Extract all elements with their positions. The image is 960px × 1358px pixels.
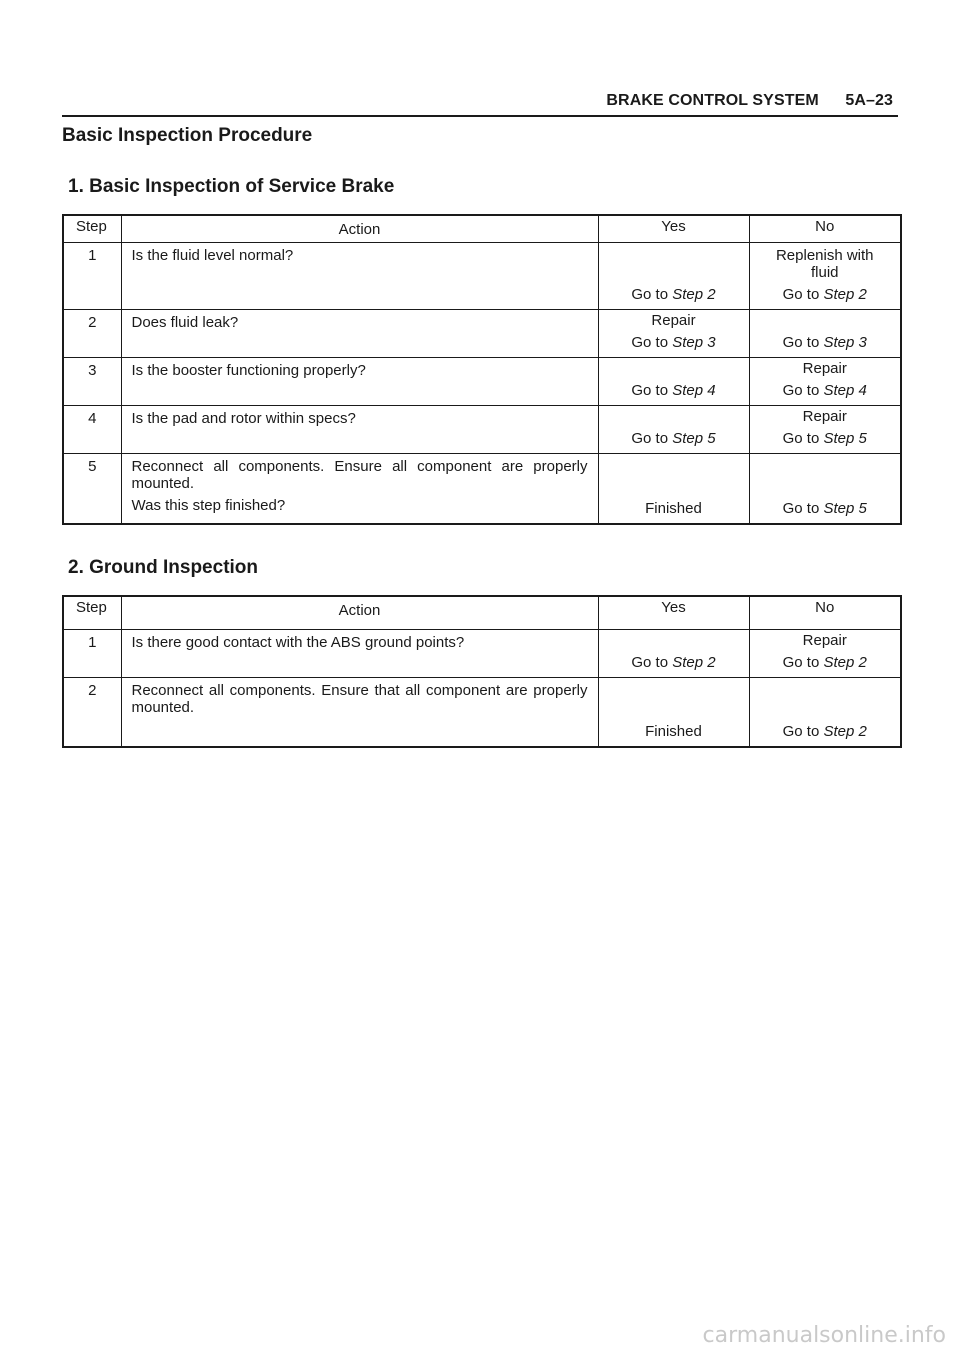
running-header: [606, 92, 893, 110]
section-title-ground-inspection: 2. Ground Inspection: [68, 557, 259, 578]
row-yes: Go to Step 5: [598, 406, 749, 454]
header-step: Step: [63, 596, 121, 629]
table-row: [63, 406, 901, 454]
row-step: 3: [63, 358, 121, 406]
row-no: Go to Step 5: [749, 454, 901, 524]
header-rule: [62, 115, 898, 117]
row-step: 5: [63, 454, 121, 524]
table-row: [63, 243, 901, 310]
row-yes: Finished: [598, 677, 749, 747]
row-no: Repair Go to Step 4: [749, 358, 901, 406]
table-row: [63, 310, 901, 358]
row-no: Go to Step 2: [749, 677, 901, 747]
table-row: [63, 454, 901, 524]
row-no: Repair Go to Step 5: [749, 406, 901, 454]
row-no: Repair Go to Step 2: [749, 629, 901, 677]
row-action: Is the booster functioning properly?: [121, 358, 598, 406]
header-action: Action: [121, 596, 598, 629]
header-yes: Yes: [598, 215, 749, 243]
row-no: Replenish with fluid Go to Step 2: [749, 243, 901, 310]
page-title: Basic Inspection Procedure: [62, 125, 313, 146]
row-action: Reconnect all components. Ensure all component are properly mounted. Was this step finished?: [121, 454, 598, 524]
row-yes: Repair Go to Step 3: [598, 310, 749, 358]
table-header-row: [63, 596, 901, 629]
row-action: Reconnect all components. Ensure that all component are properly mounted.: [121, 677, 598, 747]
row-yes: Go to Step 4: [598, 358, 749, 406]
header-step: Step: [63, 215, 121, 243]
ground-inspection-table: [62, 595, 902, 748]
header-page-number: 5A–23: [845, 92, 893, 109]
header-no: No: [749, 596, 901, 629]
row-action: Is there good contact with the ABS ground points?: [121, 629, 598, 677]
row-step: 1: [63, 243, 121, 310]
row-step: 1: [63, 629, 121, 677]
header-yes: Yes: [598, 596, 749, 629]
table-row: [63, 629, 901, 677]
header-section-title: BRAKE CONTROL SYSTEM: [606, 92, 819, 109]
section-title-service-brake: 1. Basic Inspection of Service Brake: [68, 176, 395, 197]
header-action: Action: [121, 215, 598, 243]
header-no: No: [749, 215, 901, 243]
table-row: [63, 358, 901, 406]
table-row: [63, 677, 901, 747]
row-step: 2: [63, 310, 121, 358]
row-yes: Finished: [598, 454, 749, 524]
row-no: Go to Step 3: [749, 310, 901, 358]
row-yes: Go to Step 2: [598, 629, 749, 677]
service-brake-table: [62, 214, 902, 525]
watermark: carmanualsonline.info: [702, 1323, 946, 1348]
row-action: Is the pad and rotor within specs?: [121, 406, 598, 454]
row-step: 4: [63, 406, 121, 454]
row-action: Is the fluid level normal?: [121, 243, 598, 310]
row-yes: Go to Step 2: [598, 243, 749, 310]
row-action: Does fluid leak?: [121, 310, 598, 358]
row-step: 2: [63, 677, 121, 747]
table-header-row: [63, 215, 901, 243]
